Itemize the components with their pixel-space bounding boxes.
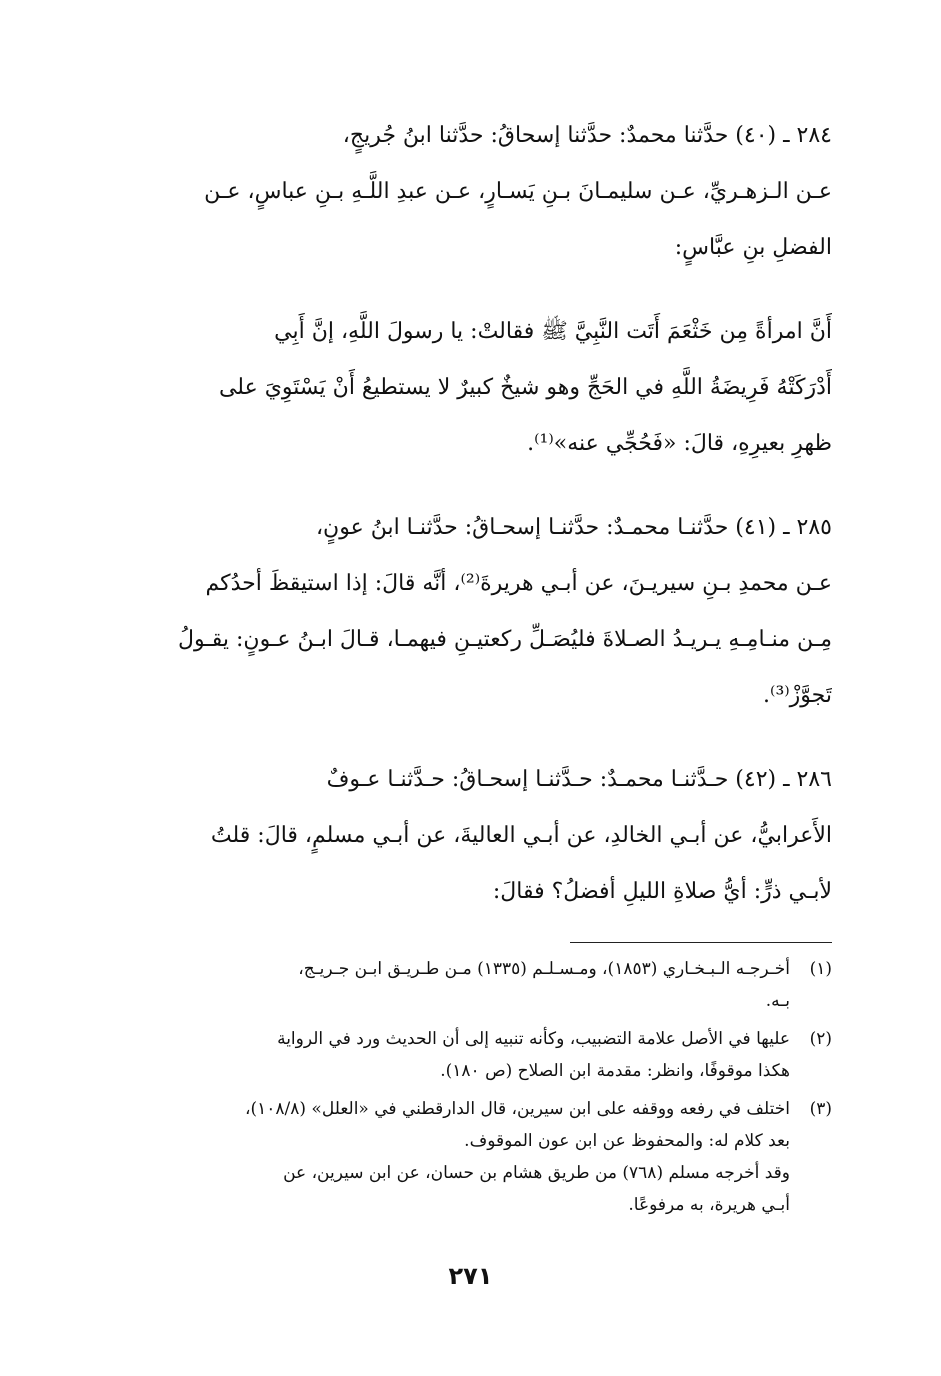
- matn-line: ظهرِ بعيرِهِ، قالَ: «فَحُجِّي عنه»⁽¹⁾.: [527, 431, 832, 456]
- hadith-line: عـن الـزهـريِّ، عـن سليمـانَ بـنِ يَسـارٍ، عـن عبدِ اللَّـهِ بـنِ عباسٍ، عـن: [204, 179, 832, 204]
- hadith-285: [112, 500, 832, 724]
- footnote-2: [112, 1023, 832, 1087]
- paragraph-gap: [112, 472, 832, 500]
- footnote-separator: [570, 942, 832, 943]
- matn-line: أَدْرَكَتْهُ فَرِيضَةُ اللَّهِ في الحَجِّ وهو شيخٌ كبيرٌ لا يستطيعُ أَنْ يَسْتَوِيَ على: [218, 375, 832, 400]
- hadith-line: ٢٨٤ ـ (٤٠) حدَّثنا محمدٌ: حدَّثنا إسحاقُ: حدَّثنا ابنُ جُريجٍ،: [342, 123, 832, 148]
- hadith-line: الأَعرابيُّ، عن أبـي الخالدِ، عن أبـي العاليةَ، عن أبـي مسلمٍ، قالَ: قلتُ: [210, 823, 832, 848]
- paragraph-gap: [112, 276, 832, 304]
- footnote-number: (٢): [809, 1029, 832, 1049]
- footnote-line: بـه.: [765, 991, 790, 1011]
- footnote-3: [112, 1093, 832, 1221]
- footnote-line: اختلف في رفعه ووقفه على ابن سيرين، قال الدارقطني في «العلل» (١٠٨/٨)،: [245, 1099, 790, 1119]
- footnote-line: عليها في الأصل علامة التضبيب، وكأنه تنبيه إلى أن الحديث ورد في الرواية: [277, 1029, 790, 1049]
- footnote-line: وقد أخرجه مسلم (٧٦٨) من طريق هشام بن حسان، عن ابن سيرين، عن: [283, 1163, 790, 1183]
- hadith-line: عـن محمدِ بـنِ سيريـنَ، عن أبـي هريرةَ⁽²⁾، أنَّه قالَ: إذا استيقظَ أحدُكم: [205, 571, 832, 596]
- hadith-284-text: [112, 304, 832, 472]
- hadith-line: تَجوَّزْ⁽³⁾.: [763, 683, 832, 708]
- matn-line: أَنَّ امرأةً مِن خَثْعَمَ أَتَت النَّبِيَّ ﷺ فقالتْ: يا رسولَ اللَّهِ، إنَّ أَبِي: [274, 319, 832, 344]
- footnotes: [112, 953, 832, 1221]
- hadith-line: لأبـي ذرٍّ: أيُّ صلاةِ الليلِ أفضلُ؟ فقالَ:: [492, 879, 832, 904]
- hadith-line: الفضلِ بنِ عبَّاسٍ:: [674, 235, 832, 260]
- hadith-286: [112, 752, 832, 920]
- footnote-number: (١): [809, 959, 832, 979]
- page-body: [112, 108, 832, 1227]
- footnote-line: أخـرجـه الـبـخـاري (١٨٥٣)، ومـسـلـم (١٣٣٥) مـن طـريـق ابـن جـريـج،: [298, 959, 790, 979]
- hadith-line: ٢٨٥ ـ (٤١) حدَّثنـا محمـدٌ: حدَّثنـا إسحـاقُ: حدَّثنـا ابنُ عونٍ،: [315, 515, 832, 540]
- paragraph-gap: [112, 724, 832, 752]
- hadith-284: [112, 108, 832, 276]
- footnote-number: (٣): [809, 1099, 832, 1119]
- footnote-line: أبـي هريرة، به مرفوعًا.: [628, 1195, 790, 1215]
- footnote-1: [112, 953, 832, 1017]
- footnote-line: بعد كلام له: والمحفوظ عن ابن عون الموقوف.: [464, 1131, 790, 1151]
- hadith-line: مِـن منـامِـهِ يـريـدُ الصـلاةَ فليُصَـلِّ ركعتيـنِ فيهمـا، قـالَ ابـنُ عـونٍ: يقـولُ: [177, 627, 832, 652]
- hadith-line: ٢٨٦ ـ (٤٢) حـدَّثنـا محمـدٌ: حـدَّثنـا إسحـاقُ: حـدَّثنـا عـوفٌ: [326, 767, 832, 792]
- footnote-line: هكذا موقوفًا، وانظر: مقدمة ابن الصلاح (ص ١٨٠).: [440, 1061, 790, 1081]
- page-number: ٢٧١: [448, 1262, 493, 1290]
